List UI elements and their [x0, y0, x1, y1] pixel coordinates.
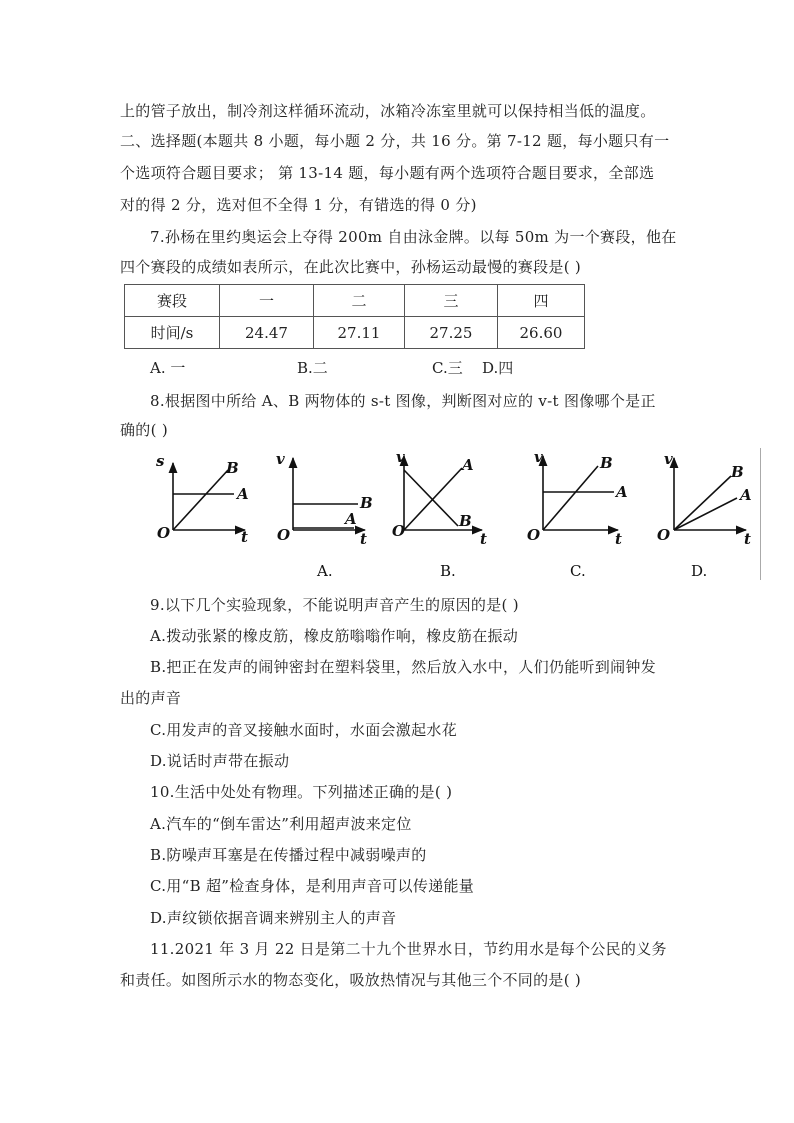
line-label-b: B — [731, 463, 744, 481]
q10-option-a: A.汽车的“倒车雷达”利用超声波来定位 — [150, 815, 412, 833]
table-cell: 一 — [220, 285, 314, 317]
line-label-a: A — [237, 485, 249, 503]
q11-stem-1: 11.2021 年 3 月 22 日是第二十九个世界水日，节约用水是每个公民的义务 — [150, 940, 667, 958]
table-cell: 27.11 — [314, 317, 405, 349]
table-cell: 26.60 — [498, 317, 585, 349]
intro-line-1: 上的管子放出，制冷剂这样循环流动，冰箱冷冻室里就可以保持相当低的温度。 — [120, 102, 656, 120]
q9-option-b-2: 出的声音 — [120, 689, 182, 707]
line-label-a: A — [616, 483, 628, 501]
axis-label-t: t — [615, 530, 622, 548]
table-cell: 四 — [498, 285, 585, 317]
q8-stem-2: 确的( ) — [120, 421, 168, 439]
graph-caption-c: C. — [570, 562, 586, 580]
axis-label-v: v — [396, 448, 405, 466]
q7-stem-1: 7.孙杨在里约奥运会上夺得 200m 自由泳金牌。以每 50m 为一个赛段，他在 — [150, 228, 677, 246]
line-label-b: B — [600, 454, 613, 472]
line-label-a: A — [345, 510, 357, 528]
origin-label: O — [527, 526, 541, 544]
line-label-a: A — [462, 456, 474, 474]
axis-label-v: v — [664, 450, 673, 468]
table-row — [125, 285, 585, 317]
axis-label-s: s — [156, 452, 165, 470]
table-row — [125, 317, 585, 349]
table-cell: 时间/s — [125, 317, 220, 349]
line-label-b: B — [360, 494, 373, 512]
q10-stem: 10.生活中处处有物理。下列描述正确的是( ) — [150, 783, 453, 801]
axis-label-t: t — [241, 528, 248, 546]
line-label-b: B — [459, 512, 472, 530]
origin-label: O — [277, 526, 291, 544]
origin-label: O — [657, 526, 671, 544]
figure-border — [760, 448, 761, 580]
q8-graphs — [140, 448, 760, 583]
graph-caption-a: A. — [317, 562, 333, 580]
graph-caption-d: D. — [691, 562, 708, 580]
axis-label-v: v — [276, 450, 285, 468]
q9-option-b-1: B.把正在发声的闹钟密封在塑料袋里，然后放入水中，人们仍能听到闹钟发 — [150, 658, 656, 676]
table-cell: 24.47 — [220, 317, 314, 349]
q10-option-c: C.用“B 超”检查身体，是利用声音可以传递能量 — [150, 877, 475, 895]
intro-line-3: 个选项符合题目要求； 第 13-14 题，每小题有两个选项符合题目要求，全部选 — [120, 164, 655, 182]
table-cell: 三 — [405, 285, 498, 317]
line-label-a: A — [740, 486, 752, 504]
axis-label-t: t — [744, 530, 751, 548]
q7-option-c: C.三 — [432, 359, 463, 377]
table-cell: 二 — [314, 285, 405, 317]
origin-label: O — [392, 522, 406, 540]
line-label-b: B — [226, 459, 239, 477]
q7-table — [124, 284, 585, 349]
section-title: 二、选择题(本题共 8 小题，每小题 2 分，共 16 分。第 7-12 题，每小题只有一 — [120, 132, 670, 150]
intro-line-4: 对的得 2 分，选对但不全得 1 分，有错选的得 0 分) — [120, 196, 477, 214]
origin-label: O — [157, 524, 171, 542]
q7-option-b: B.二 — [297, 359, 328, 377]
q10-option-b: B.防噪声耳塞是在传播过程中减弱噪声的 — [150, 846, 427, 864]
table-cell: 赛段 — [125, 285, 220, 317]
table-cell: 27.25 — [405, 317, 498, 349]
axis-label-t: t — [480, 530, 487, 548]
q11-stem-2: 和责任。如图所示水的物态变化，吸放热情况与其他三个不同的是( ) — [120, 971, 582, 989]
q7-stem-2: 四个赛段的成绩如表所示，在此次比赛中，孙杨运动最慢的赛段是( ) — [120, 258, 582, 276]
q9-option-d: D.说话时声带在振动 — [150, 752, 290, 770]
q9-option-c: C.用发声的音叉接触水面时，水面会激起水花 — [150, 721, 458, 739]
q7-option-a: A. 一 — [150, 359, 186, 377]
axis-label-v: v — [534, 448, 543, 466]
q10-option-d: D.声纹锁依据音调来辨别主人的声音 — [150, 909, 397, 927]
q7-option-d: D.四 — [482, 359, 514, 377]
q9-stem: 9.以下几个实验现象，不能说明声音产生的原因的是( ) — [150, 596, 519, 614]
graph-caption-b: B. — [440, 562, 456, 580]
q8-stem-1: 8.根据图中所给 A、B 两物体的 s-t 图像，判断图对应的 v-t 图像哪个是正 — [150, 392, 656, 410]
q9-option-a: A.拨动张紧的橡皮筋，橡皮筋嗡嗡作响，橡皮筋在振动 — [150, 627, 519, 645]
axis-label-t: t — [360, 530, 367, 548]
